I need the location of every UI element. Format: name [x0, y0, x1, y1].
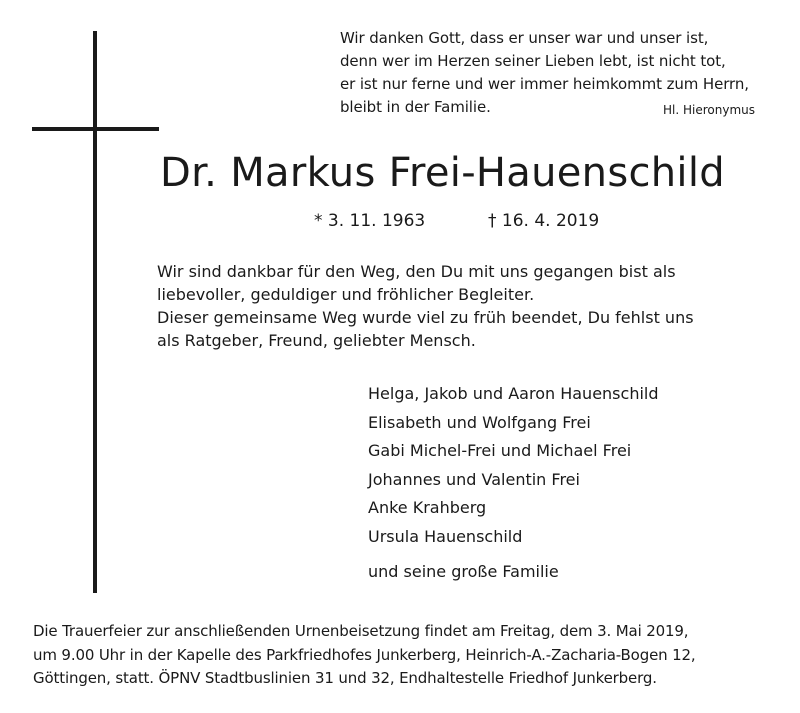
cross-vertical-bar	[93, 31, 97, 593]
quote-line: bleibt in der Familie.	[340, 98, 491, 116]
mourners-list	[368, 380, 659, 551]
cross-horizontal-bar	[32, 127, 159, 131]
quote-line: er ist nur ferne und wer immer heimkommt zum Herrn,	[340, 75, 749, 93]
mourner-name: Helga, Jakob und Aaron Hauenschild	[368, 384, 659, 403]
message-line: Dieser gemeinsame Weg wurde viel zu früh beendet, Du fehlst uns	[157, 308, 694, 327]
quote-line: Wir danken Gott, dass er unser war und unser ist,	[340, 29, 709, 47]
deceased-name: Dr. Markus Frei-Hauenschild	[160, 150, 725, 196]
quote-line: denn wer im Herzen seiner Lieben lebt, ist nicht tot,	[340, 52, 726, 70]
message-line: liebevoller, geduldiger und fröhlicher Begleiter.	[157, 285, 535, 304]
death-date: † 16. 4. 2019	[488, 211, 600, 231]
farewell-message	[157, 260, 787, 352]
mourner-name: Gabi Michel-Frei und Michael Frei	[368, 441, 632, 460]
funeral-notice	[33, 620, 793, 691]
message-line: als Ratgeber, Freund, geliebter Mensch.	[157, 331, 476, 350]
mourner-name: Johannes und Valentin Frei	[368, 469, 580, 489]
mourner-name: Elisabeth und Wolfgang Frei	[368, 412, 591, 432]
mourners-closing: und seine große Familie	[368, 562, 559, 581]
funeral-notice-line: Die Trauerfeier zur anschließenden Urnenbeisetzung findet am Freitag, dem 3. Mai 2019,	[33, 622, 689, 640]
funeral-notice-line: Göttingen, statt. ÖPNV Stadtbuslinien 31 und 32, Endhaltestelle Friedhof Junkerberg.	[33, 669, 657, 687]
message-line: Wir sind dankbar für den Weg, den Du mit uns gegangen bist als	[157, 262, 676, 281]
mourner-name: Anke Krahberg	[368, 498, 487, 517]
quote-attribution: Hl. Hieronymus	[663, 103, 755, 117]
birth-date: * 3. 11. 1963	[314, 211, 426, 231]
mourner-name: Ursula Hauenschild	[368, 526, 523, 546]
funeral-notice-line: um 9.00 Uhr in der Kapelle des Parkfriedhofes Junkerberg, Heinrich-A.-Zacharia-Bogen 12,	[33, 645, 696, 664]
